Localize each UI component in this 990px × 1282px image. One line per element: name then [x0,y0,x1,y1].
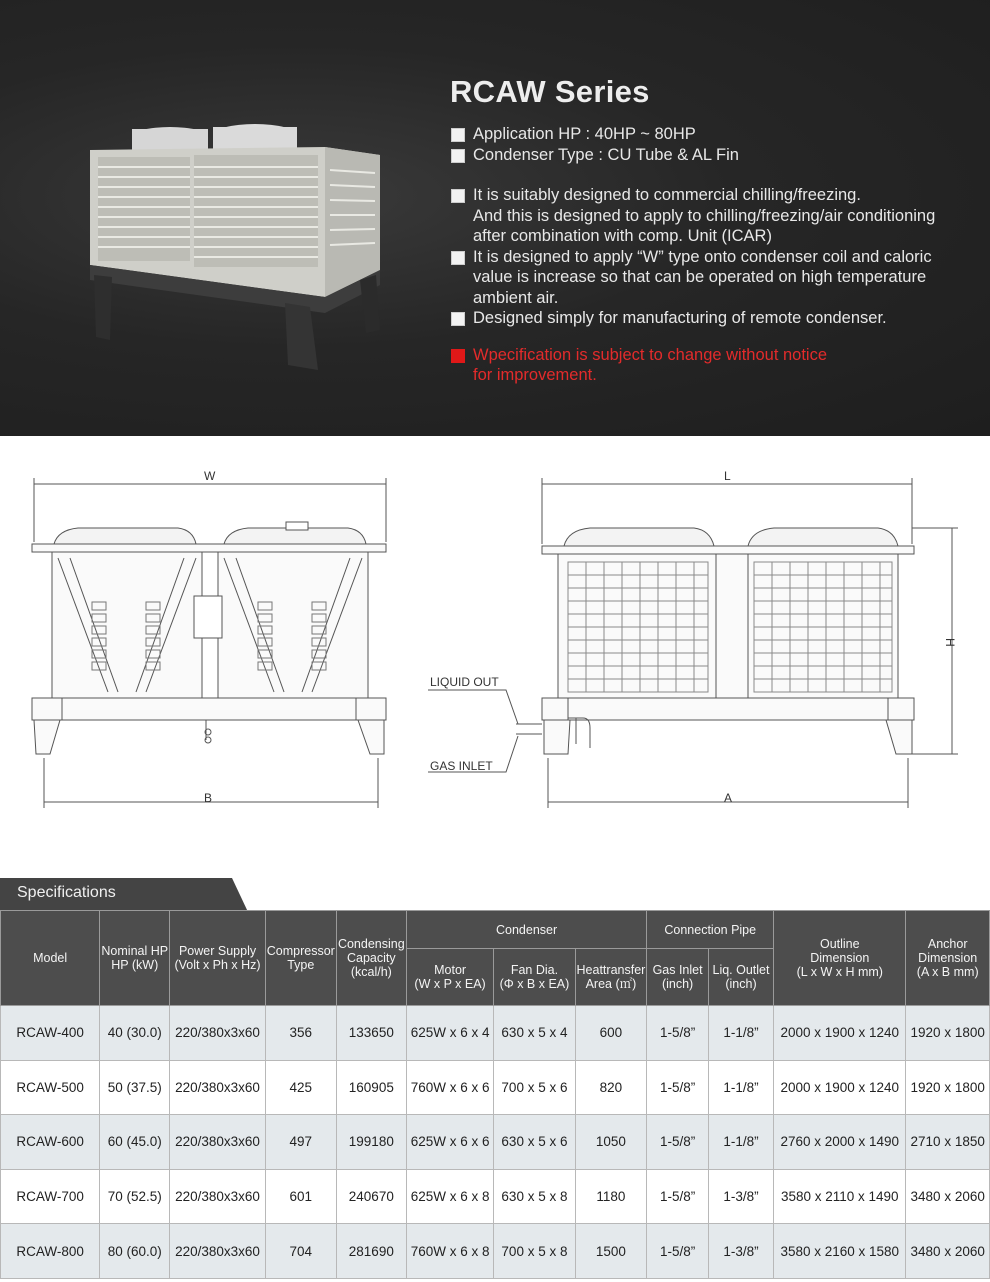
cell-motor: 625W x 6 x 4 [406,1006,494,1061]
cell-anchor: 1920 x 1800 [906,1060,990,1115]
cell-gas-inlet: 1-5/8” [647,1115,709,1170]
cell-compressor: 601 [265,1169,336,1224]
cell-liq-outlet: 1-3/8” [708,1169,773,1224]
cell-fan: 700 x 5 x 8 [494,1224,575,1279]
th-fan: Fan Dia. (Φ x B x EA) [494,949,575,1006]
cell-compressor: 704 [265,1224,336,1279]
cell-gas-inlet: 1-5/8” [647,1224,709,1279]
notice-text: Wpecification is subject to change without notice [473,345,828,364]
cell-capacity: 133650 [336,1006,406,1061]
cell-anchor: 3480 x 2060 [906,1224,990,1279]
cell-fan: 630 x 5 x 6 [494,1115,575,1170]
feature-item [450,247,970,309]
cell-outline: 3580 x 2160 x 1580 [774,1224,906,1279]
cell-heat-area: 1180 [575,1169,647,1224]
liquid-out-label: LIQUID OUT [430,675,499,689]
series-title: RCAW Series [450,74,650,109]
spec-table [0,910,990,1279]
cell-hp: 60 (45.0) [100,1115,170,1170]
dim-label-a: A [724,791,733,805]
cell-power: 220/380x3x60 [170,1169,265,1224]
feature-text: It is suitably designed to commercial chilling/freezing. [473,186,861,204]
cell-gas-inlet: 1-5/8” [647,1006,709,1061]
feature-item [450,124,970,145]
front-view-drawing [18,462,398,822]
feature-text: Designed simply for manufacturing of remote condenser. [473,309,887,327]
cell-gas-inlet: 1-5/8” [647,1060,709,1115]
table-row [1,1224,990,1279]
cell-model: RCAW-500 [1,1060,100,1115]
notice-text: for improvement. [473,366,597,384]
th-liq-outlet: Liq. Outlet (inch) [708,949,773,1006]
cell-power: 220/380x3x60 [170,1115,265,1170]
feature-item [450,185,970,247]
feature-text: Condenser Type : CU Tube & AL Fin [473,145,739,164]
th-capacity: Condensing Capacity (kcal/h) [336,911,406,1006]
th-heat-area: Heattransfer Area (㎡) [575,949,647,1006]
feature-text: after combination with comp. Unit (ICAR) [473,227,772,245]
cell-power: 220/380x3x60 [170,1006,265,1061]
cell-model: RCAW-400 [1,1006,100,1061]
cell-liq-outlet: 1-1/8” [708,1006,773,1061]
checkbox-icon [451,149,465,163]
dim-label-b: B [204,791,213,805]
condenser-unit-image [80,115,390,375]
cell-capacity: 199180 [336,1115,406,1170]
feature-text: Application HP : 40HP ~ 80HP [473,125,696,143]
th-model: Model [1,911,100,1006]
hero-banner [0,0,990,436]
cell-hp: 70 (52.5) [100,1169,170,1224]
cell-model: RCAW-800 [1,1224,100,1279]
dim-label-w: W [204,469,216,483]
cell-liq-outlet: 1-3/8” [708,1224,773,1279]
th-outline: Outline Dimension (L x W x H mm) [774,911,906,1006]
th-condenser: Condenser [406,911,647,949]
cell-model: RCAW-600 [1,1115,100,1170]
gas-inlet-label: GAS INLET [430,759,493,773]
cell-outline: 2000 x 1900 x 1240 [774,1060,906,1115]
th-compressor: Compressor Type [265,911,336,1006]
cell-heat-area: 820 [575,1060,647,1115]
feature-text: value is increase so that can be operated on high temperature [473,268,927,286]
spec-heading: Specifications [17,884,116,901]
feature-item [450,145,970,166]
cell-model: RCAW-700 [1,1169,100,1224]
th-nominal-hp: Nominal HP HP (kW) [100,911,170,1006]
cell-hp: 80 (60.0) [100,1224,170,1279]
spec-notice [450,345,970,386]
feature-item [450,308,970,329]
cell-fan: 630 x 5 x 4 [494,1006,575,1061]
table-row [1,1169,990,1224]
cell-gas-inlet: 1-5/8” [647,1169,709,1224]
th-connection-pipe: Connection Pipe [647,911,774,949]
feature-text: And this is designed to apply to chilling/freezing/air conditioning [473,206,936,225]
th-anchor: Anchor Dimension (A x B mm) [906,911,990,1006]
cell-motor: 760W x 6 x 8 [406,1224,494,1279]
cell-outline: 2760 x 2000 x 1490 [774,1115,906,1170]
th-gas-inlet: Gas Inlet (inch) [647,949,709,1006]
th-power-supply: Power Supply (Volt x Ph x Hz) [170,911,265,1006]
cell-outline: 2000 x 1900 x 1240 [774,1006,906,1061]
table-row [1,1115,990,1170]
cell-compressor: 356 [265,1006,336,1061]
cell-power: 220/380x3x60 [170,1224,265,1279]
cell-compressor: 425 [265,1060,336,1115]
cell-outline: 3580 x 2110 x 1490 [774,1169,906,1224]
cell-liq-outlet: 1-1/8” [708,1060,773,1115]
feature-list [450,124,970,386]
cell-fan: 630 x 5 x 8 [494,1169,575,1224]
cell-motor: 760W x 6 x 6 [406,1060,494,1115]
feature-text: ambient air. [473,288,559,307]
cell-motor: 625W x 6 x 6 [406,1115,494,1170]
cell-capacity: 160905 [336,1060,406,1115]
cell-heat-area: 600 [575,1006,647,1061]
cell-liq-outlet: 1-1/8” [708,1115,773,1170]
cell-power: 220/380x3x60 [170,1060,265,1115]
cell-fan: 700 x 5 x 6 [494,1060,575,1115]
table-row [1,1006,990,1061]
cell-anchor: 3480 x 2060 [906,1169,990,1224]
cell-hp: 40 (30.0) [100,1006,170,1061]
cell-motor: 625W x 6 x 8 [406,1169,494,1224]
cell-heat-area: 1050 [575,1115,647,1170]
red-square-icon [451,349,465,363]
cell-capacity: 240670 [336,1169,406,1224]
th-motor: Motor (W x P x EA) [406,949,494,1006]
cell-hp: 50 (37.5) [100,1060,170,1115]
table-row [1,1060,990,1115]
feature-text: It is designed to apply “W” type onto condenser coil and caloric [473,247,932,266]
checkbox-icon [451,189,465,203]
checkbox-icon [451,312,465,326]
checkbox-icon [451,251,465,265]
cell-heat-area: 1500 [575,1224,647,1279]
side-view-drawing [418,462,978,822]
dim-label-l: L [724,469,731,483]
dim-label-h: H [943,638,957,647]
checkbox-icon [451,128,465,142]
cell-compressor: 497 [265,1115,336,1170]
cell-anchor: 1920 x 1800 [906,1006,990,1061]
cell-capacity: 281690 [336,1224,406,1279]
cell-anchor: 2710 x 1850 [906,1115,990,1170]
